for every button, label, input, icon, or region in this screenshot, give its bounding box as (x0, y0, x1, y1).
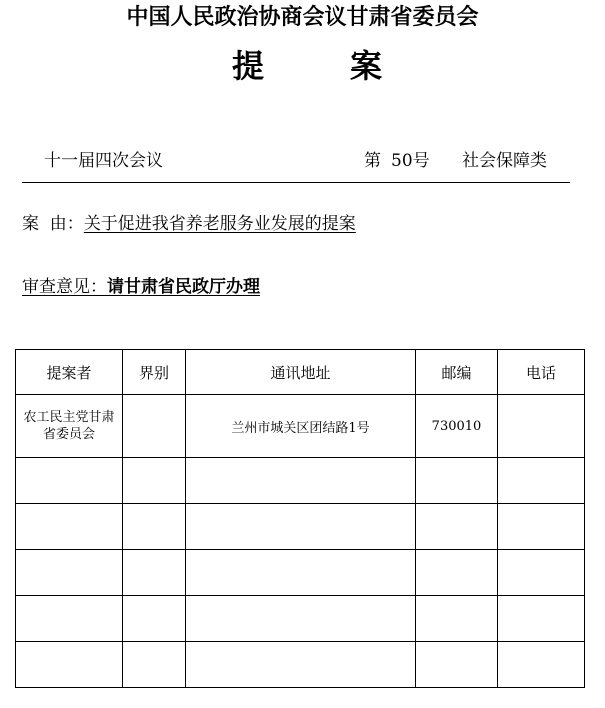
header-proposer: 提案者 (16, 350, 123, 395)
cell-postcode (416, 504, 498, 550)
document-type-char-2: 案 (349, 47, 382, 85)
subject-label: 案 由： (22, 214, 84, 234)
header-address: 通讯地址 (186, 350, 416, 395)
table-row (16, 395, 585, 458)
cell-proposer (16, 458, 123, 504)
review-label: 审查意见： (22, 277, 107, 297)
proposer-table (15, 349, 585, 688)
proposal-number-value: 50号 (391, 151, 430, 171)
cell-address: 兰州市城关区团结路1号 (186, 395, 416, 458)
cell-sector (123, 458, 186, 504)
review-value: 请甘肃省民政厅办理 (107, 277, 260, 297)
cell-address (186, 550, 416, 596)
table-row (16, 504, 585, 550)
subject-value: 关于促进我省养老服务业发展的提案 (83, 214, 356, 234)
cell-sector (123, 642, 186, 688)
cell-phone (498, 642, 585, 688)
table-header-row (16, 350, 585, 395)
cell-proposer (16, 504, 123, 550)
cell-sector (123, 395, 186, 458)
proposer-name: 农工民主党甘肃省委员会 (23, 410, 115, 442)
cell-phone (498, 596, 585, 642)
cell-proposer (16, 395, 123, 458)
session-label: 十一届四次会议 (44, 151, 163, 171)
cell-postcode (416, 642, 498, 688)
proposal-number (364, 150, 430, 172)
cell-phone (498, 504, 585, 550)
document-type-char-1: 提 (232, 47, 265, 85)
cell-phone (498, 550, 585, 596)
cell-postcode: 730010 (416, 395, 498, 458)
organization-title: 中国人民政治协商会议甘肃省委员会 (126, 4, 479, 30)
header-postcode: 邮编 (416, 350, 498, 395)
cell-postcode (416, 596, 498, 642)
cell-address (186, 458, 416, 504)
cell-proposer (16, 550, 123, 596)
cell-phone (498, 458, 585, 504)
cell-postcode (416, 550, 498, 596)
header-sector: 界别 (123, 350, 186, 395)
header-divider (22, 182, 570, 183)
subject-row (22, 212, 356, 236)
cell-postcode (416, 458, 498, 504)
cell-sector (123, 550, 186, 596)
review-row (22, 275, 260, 299)
table-row (16, 596, 585, 642)
cell-proposer (16, 596, 123, 642)
table-row (16, 550, 585, 596)
cell-address (186, 504, 416, 550)
header-phone: 电话 (498, 350, 585, 395)
cell-phone (498, 395, 585, 458)
cell-sector (123, 504, 186, 550)
cell-sector (123, 596, 186, 642)
cell-address (186, 642, 416, 688)
document-type-title (232, 46, 382, 86)
table-row (16, 458, 585, 504)
table-row (16, 642, 585, 688)
proposal-number-prefix: 第 (364, 151, 381, 171)
cell-proposer (16, 642, 123, 688)
proposal-category: 社会保障类 (462, 151, 547, 171)
cell-address (186, 596, 416, 642)
